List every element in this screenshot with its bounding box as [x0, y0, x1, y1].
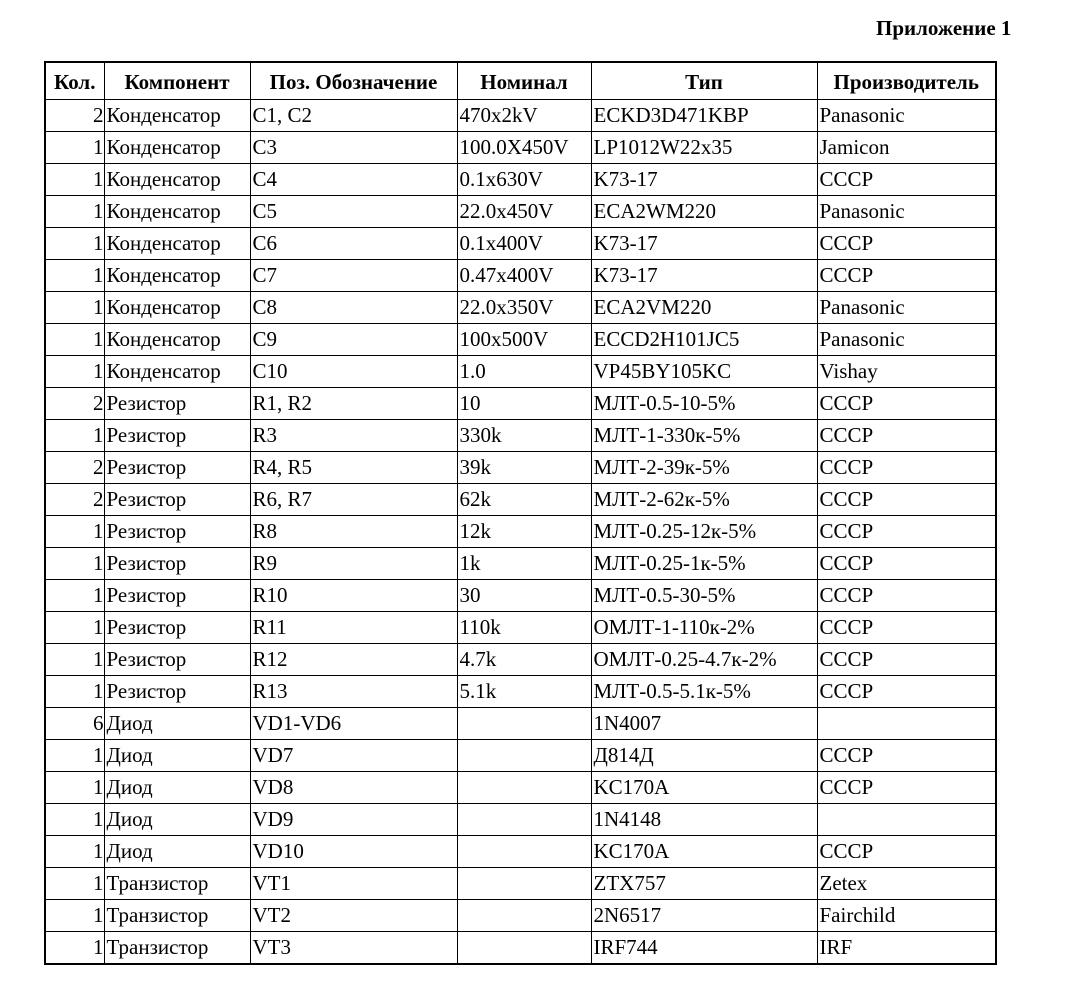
column-header-manufacturer: Производитель — [817, 62, 996, 100]
table-row — [45, 708, 996, 740]
table-row — [45, 516, 996, 548]
cell-manufacturer: CCCP — [817, 420, 996, 452]
cell-type: ECA2VM220 — [591, 292, 817, 324]
cell-component: Конденсатор — [104, 132, 250, 164]
table-row — [45, 836, 996, 868]
cell-designator: C7 — [250, 260, 457, 292]
cell-component: Резистор — [104, 420, 250, 452]
cell-designator: VD1-VD6 — [250, 708, 457, 740]
table-row — [45, 292, 996, 324]
cell-rating: 39k — [457, 452, 591, 484]
cell-component: Конденсатор — [104, 324, 250, 356]
cell-type: ОМЛТ-1-110к-2% — [591, 612, 817, 644]
cell-designator: R10 — [250, 580, 457, 612]
column-header-qty: Кол. — [45, 62, 104, 100]
cell-type: ECA2WM220 — [591, 196, 817, 228]
cell-rating: 1.0 — [457, 356, 591, 388]
cell-designator: VD10 — [250, 836, 457, 868]
cell-rating — [457, 708, 591, 740]
cell-qty: 1 — [45, 516, 104, 548]
cell-component: Резистор — [104, 548, 250, 580]
cell-designator: VT2 — [250, 900, 457, 932]
cell-designator: R4, R5 — [250, 452, 457, 484]
cell-manufacturer: Panasonic — [817, 196, 996, 228]
cell-qty: 1 — [45, 644, 104, 676]
cell-type: МЛТ-0.5-5.1к-5% — [591, 676, 817, 708]
cell-qty: 2 — [45, 452, 104, 484]
cell-rating: 100x500V — [457, 324, 591, 356]
cell-designator: R12 — [250, 644, 457, 676]
cell-manufacturer: Jamicon — [817, 132, 996, 164]
cell-qty: 1 — [45, 356, 104, 388]
cell-component: Резистор — [104, 452, 250, 484]
table-row — [45, 740, 996, 772]
cell-component: Диод — [104, 836, 250, 868]
cell-rating — [457, 836, 591, 868]
cell-manufacturer: CCCP — [817, 452, 996, 484]
table-row — [45, 356, 996, 388]
table-row — [45, 164, 996, 196]
cell-type: KC170A — [591, 772, 817, 804]
cell-rating: 30 — [457, 580, 591, 612]
cell-rating: 0.1x630V — [457, 164, 591, 196]
cell-manufacturer: CCCP — [817, 836, 996, 868]
cell-manufacturer: Panasonic — [817, 100, 996, 132]
cell-manufacturer — [817, 708, 996, 740]
cell-component: Резистор — [104, 388, 250, 420]
column-header-designator: Поз. Обозначение — [250, 62, 457, 100]
cell-component: Конденсатор — [104, 260, 250, 292]
cell-rating: 100.0X450V — [457, 132, 591, 164]
cell-manufacturer: CCCP — [817, 772, 996, 804]
cell-type: LP1012W22x35 — [591, 132, 817, 164]
column-header-type: Тип — [591, 62, 817, 100]
cell-component: Резистор — [104, 644, 250, 676]
cell-qty: 6 — [45, 708, 104, 740]
cell-component: Диод — [104, 708, 250, 740]
cell-qty: 1 — [45, 548, 104, 580]
cell-qty: 1 — [45, 836, 104, 868]
cell-designator: R8 — [250, 516, 457, 548]
table-row — [45, 484, 996, 516]
cell-component: Транзистор — [104, 900, 250, 932]
cell-type: K73-17 — [591, 228, 817, 260]
table-row — [45, 420, 996, 452]
cell-manufacturer: CCCP — [817, 484, 996, 516]
cell-type: МЛТ-0.25-12к-5% — [591, 516, 817, 548]
cell-type: МЛТ-2-39к-5% — [591, 452, 817, 484]
cell-rating: 22.0x450V — [457, 196, 591, 228]
column-header-component: Компонент — [104, 62, 250, 100]
cell-qty: 2 — [45, 100, 104, 132]
cell-type: Д814Д — [591, 740, 817, 772]
cell-type: VP45BY105KC — [591, 356, 817, 388]
cell-manufacturer: Fairchild — [817, 900, 996, 932]
cell-rating: 5.1k — [457, 676, 591, 708]
cell-manufacturer: Panasonic — [817, 324, 996, 356]
cell-type: K73-17 — [591, 260, 817, 292]
cell-qty: 1 — [45, 292, 104, 324]
cell-component: Резистор — [104, 676, 250, 708]
cell-type: 1N4148 — [591, 804, 817, 836]
cell-designator: C8 — [250, 292, 457, 324]
cell-component: Конденсатор — [104, 100, 250, 132]
cell-manufacturer: CCCP — [817, 644, 996, 676]
table-row — [45, 132, 996, 164]
cell-type: ECKD3D471KBP — [591, 100, 817, 132]
cell-rating: 4.7k — [457, 644, 591, 676]
cell-designator: C6 — [250, 228, 457, 260]
cell-component: Конденсатор — [104, 164, 250, 196]
cell-qty: 1 — [45, 260, 104, 292]
cell-qty: 1 — [45, 324, 104, 356]
cell-designator: C4 — [250, 164, 457, 196]
table-row — [45, 868, 996, 900]
cell-manufacturer: CCCP — [817, 228, 996, 260]
table-row — [45, 196, 996, 228]
cell-qty: 1 — [45, 868, 104, 900]
table-row — [45, 804, 996, 836]
cell-designator: R3 — [250, 420, 457, 452]
cell-manufacturer: CCCP — [817, 516, 996, 548]
cell-designator: C1, C2 — [250, 100, 457, 132]
table-row — [45, 100, 996, 132]
cell-rating: 1k — [457, 548, 591, 580]
cell-component: Резистор — [104, 580, 250, 612]
cell-qty: 1 — [45, 676, 104, 708]
cell-type: 1N4007 — [591, 708, 817, 740]
cell-qty: 1 — [45, 196, 104, 228]
table-row — [45, 260, 996, 292]
cell-manufacturer: IRF — [817, 932, 996, 965]
cell-component: Транзистор — [104, 868, 250, 900]
cell-designator: R1, R2 — [250, 388, 457, 420]
cell-component: Конденсатор — [104, 228, 250, 260]
cell-component: Резистор — [104, 516, 250, 548]
cell-qty: 1 — [45, 420, 104, 452]
table-row — [45, 228, 996, 260]
cell-component: Транзистор — [104, 932, 250, 965]
cell-rating: 110k — [457, 612, 591, 644]
table-row — [45, 932, 996, 965]
column-header-rating: Номинал — [457, 62, 591, 100]
cell-qty: 1 — [45, 932, 104, 965]
table-row — [45, 900, 996, 932]
cell-type: ECCD2H101JC5 — [591, 324, 817, 356]
table-row — [45, 644, 996, 676]
cell-component: Диод — [104, 772, 250, 804]
table-row — [45, 324, 996, 356]
table-row — [45, 388, 996, 420]
cell-type: МЛТ-0.5-10-5% — [591, 388, 817, 420]
cell-component: Диод — [104, 740, 250, 772]
cell-type: МЛТ-0.5-30-5% — [591, 580, 817, 612]
cell-designator: VD8 — [250, 772, 457, 804]
cell-designator: R11 — [250, 612, 457, 644]
cell-component: Резистор — [104, 484, 250, 516]
cell-qty: 1 — [45, 740, 104, 772]
cell-manufacturer: CCCP — [817, 164, 996, 196]
cell-manufacturer: CCCP — [817, 612, 996, 644]
cell-manufacturer: CCCP — [817, 580, 996, 612]
table-row — [45, 548, 996, 580]
cell-manufacturer — [817, 804, 996, 836]
cell-rating: 330k — [457, 420, 591, 452]
cell-rating: 62k — [457, 484, 591, 516]
table-body — [45, 100, 996, 965]
cell-designator: VT1 — [250, 868, 457, 900]
table-header-row — [45, 62, 996, 100]
cell-qty: 1 — [45, 132, 104, 164]
table-row — [45, 612, 996, 644]
cell-rating: 470x2kV — [457, 100, 591, 132]
bill-of-materials-table — [44, 61, 997, 965]
cell-manufacturer: Vishay — [817, 356, 996, 388]
cell-rating: 22.0x350V — [457, 292, 591, 324]
cell-manufacturer: CCCP — [817, 548, 996, 580]
cell-qty: 1 — [45, 772, 104, 804]
cell-designator: C5 — [250, 196, 457, 228]
cell-component: Конденсатор — [104, 292, 250, 324]
cell-type: ОМЛТ-0.25-4.7к-2% — [591, 644, 817, 676]
cell-qty: 1 — [45, 804, 104, 836]
cell-type: МЛТ-1-330к-5% — [591, 420, 817, 452]
cell-manufacturer: Zetex — [817, 868, 996, 900]
cell-qty: 2 — [45, 484, 104, 516]
cell-rating: 0.47x400V — [457, 260, 591, 292]
cell-rating — [457, 900, 591, 932]
cell-component: Диод — [104, 804, 250, 836]
cell-designator: C9 — [250, 324, 457, 356]
cell-designator: C3 — [250, 132, 457, 164]
cell-rating: 12k — [457, 516, 591, 548]
cell-designator: R9 — [250, 548, 457, 580]
cell-rating — [457, 868, 591, 900]
cell-qty: 1 — [45, 580, 104, 612]
cell-designator: C10 — [250, 356, 457, 388]
cell-designator: VD7 — [250, 740, 457, 772]
table-row — [45, 452, 996, 484]
cell-type: K73-17 — [591, 164, 817, 196]
cell-designator: VT3 — [250, 932, 457, 965]
cell-component: Резистор — [104, 612, 250, 644]
cell-designator: R6, R7 — [250, 484, 457, 516]
cell-manufacturer: Panasonic — [817, 292, 996, 324]
cell-qty: 1 — [45, 612, 104, 644]
cell-qty: 1 — [45, 164, 104, 196]
cell-manufacturer: CCCP — [817, 388, 996, 420]
cell-type: KC170A — [591, 836, 817, 868]
cell-designator: R13 — [250, 676, 457, 708]
cell-qty: 1 — [45, 228, 104, 260]
cell-rating — [457, 932, 591, 965]
cell-rating — [457, 772, 591, 804]
cell-component: Конденсатор — [104, 196, 250, 228]
cell-manufacturer: CCCP — [817, 676, 996, 708]
cell-rating: 0.1x400V — [457, 228, 591, 260]
cell-qty: 1 — [45, 900, 104, 932]
cell-manufacturer: CCCP — [817, 740, 996, 772]
table-row — [45, 772, 996, 804]
table-row — [45, 580, 996, 612]
cell-type: IRF744 — [591, 932, 817, 965]
cell-type: МЛТ-2-62к-5% — [591, 484, 817, 516]
cell-type: МЛТ-0.25-1к-5% — [591, 548, 817, 580]
cell-designator: VD9 — [250, 804, 457, 836]
appendix-label: Приложение 1 — [876, 16, 1012, 40]
cell-rating — [457, 740, 591, 772]
cell-qty: 2 — [45, 388, 104, 420]
table-row — [45, 676, 996, 708]
cell-type: 2N6517 — [591, 900, 817, 932]
cell-rating: 10 — [457, 388, 591, 420]
cell-type: ZTX757 — [591, 868, 817, 900]
cell-manufacturer: CCCP — [817, 260, 996, 292]
cell-component: Конденсатор — [104, 356, 250, 388]
cell-rating — [457, 804, 591, 836]
